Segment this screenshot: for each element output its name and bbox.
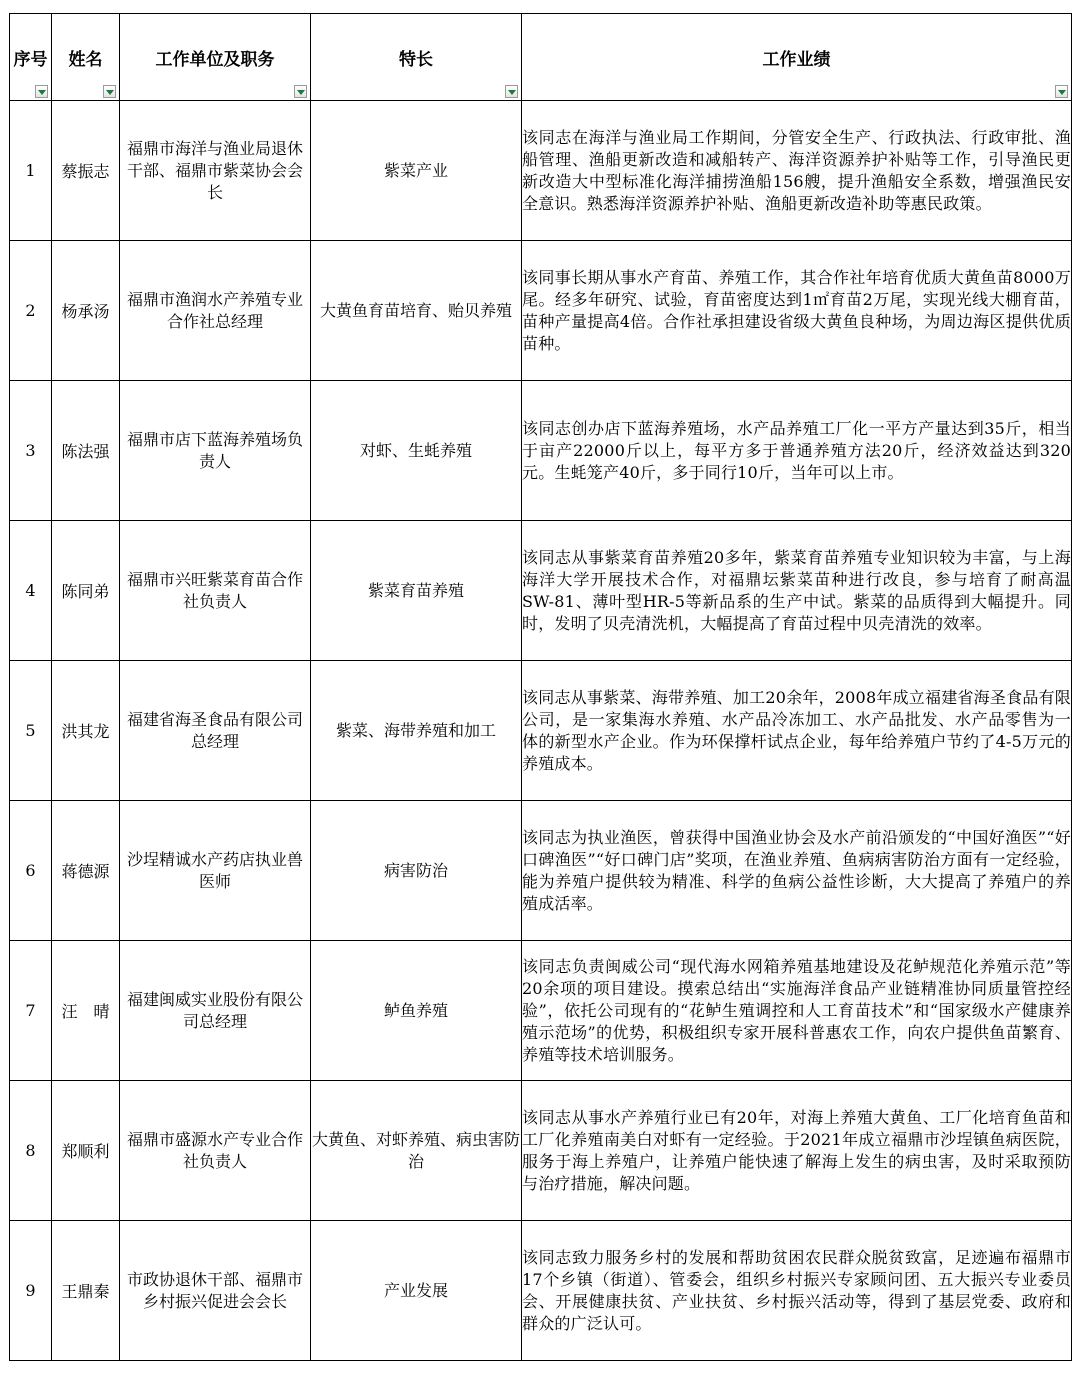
unit-cell: 市政协退休干部、福鼎市乡村振兴促进会会长	[120, 1221, 311, 1361]
name-cell: 洪其龙	[52, 661, 120, 801]
specialty-cell: 产业发展	[311, 1221, 522, 1361]
specialty-filter-dropdown-icon[interactable]	[505, 85, 518, 98]
unit-cell: 福鼎市兴旺紫菜育苗合作社负责人	[120, 521, 311, 661]
header-name	[52, 14, 120, 101]
specialty-cell: 对虾、生蚝养殖	[311, 381, 522, 521]
header-specialty	[311, 14, 522, 101]
table-row	[10, 521, 1072, 661]
unit-cell: 沙埕精诚水产药店执业兽医师	[120, 801, 311, 941]
table-row	[10, 1221, 1072, 1361]
specialty-cell: 大黄鱼、对虾养殖、病虫害防治	[311, 1081, 522, 1221]
seq-cell: 9	[10, 1221, 52, 1361]
header-specialty-label: 特长	[399, 50, 433, 70]
achievement-cell: 该同志负责闽威公司“现代海水网箱养殖基地建设及花鲈规范化养殖示范”等20余项的项目建设。摸索总结出“实施海洋食品产业链精准协同质量管控经验”，依托公司现有的“花鲈生殖调控和人工育苗技术”和“国家级水产健康养殖示范场”的优势，积极组织专家开展科普惠农工作，向农户提供鱼苗繁育、养殖等技术培训服务。	[522, 941, 1072, 1081]
seq-cell: 6	[10, 801, 52, 941]
name-cell: 陈法强	[52, 381, 120, 521]
seq-cell: 5	[10, 661, 52, 801]
name-cell: 王鼎秦	[52, 1221, 120, 1361]
specialty-cell: 鲈鱼养殖	[311, 941, 522, 1081]
specialty-cell: 大黄鱼育苗培育、贻贝养殖	[311, 241, 522, 381]
specialty-cell: 紫菜育苗养殖	[311, 521, 522, 661]
unit-cell: 福建闽威实业股份有限公司总经理	[120, 941, 311, 1081]
specialty-cell: 紫菜、海带养殖和加工	[311, 661, 522, 801]
achievement-cell: 该同志致力服务乡村的发展和帮助贫困农民群众脱贫致富，足迹遍布福鼎市17个乡镇（街道）、管委会，组织乡村振兴专家顾问团、五大振兴专业委员会、开展健康扶贫、产业扶贫、乡村振兴活动等，得到了基层党委、政府和群众的广泛认可。	[522, 1221, 1072, 1361]
table-row	[10, 241, 1072, 381]
name-filter-dropdown-icon[interactable]	[103, 85, 116, 98]
name-cell: 蒋德源	[52, 801, 120, 941]
name-cell: 汪 晴	[52, 941, 120, 1081]
table-row	[10, 801, 1072, 941]
header-seq	[10, 14, 52, 101]
achievement-cell: 该同志创办店下蓝海养殖场，水产品养殖工厂化一平方产量达到35斤，相当于亩产22000斤以上，每平方多于普通养殖方法20斤，经济效益达到320元。生蚝笼产40斤，多于同行10斤，当年可以上市。	[522, 381, 1072, 521]
seq-cell: 1	[10, 101, 52, 241]
specialty-cell: 紫菜产业	[311, 101, 522, 241]
header-achievement-label: 工作业绩	[762, 50, 831, 70]
header-name-label: 姓名	[68, 50, 103, 70]
table-row	[10, 1081, 1072, 1221]
achievement-cell: 该同志从事水产养殖行业已有20年，对海上养殖大黄鱼、工厂化培育鱼苗和工厂化养殖南美白对虾有一定经验。于2021年成立福鼎市沙埕镇鱼病医院，服务于海上养殖户，让养殖户能快速了解海上发生的病虫害，及时采取预防与治疗措施，解决问题。	[522, 1081, 1072, 1221]
name-cell: 郑顺利	[52, 1081, 120, 1221]
unit-filter-dropdown-icon[interactable]	[294, 85, 307, 98]
achievement-filter-dropdown-icon[interactable]	[1055, 85, 1068, 98]
achievement-cell: 该同志为执业渔医，曾获得中国渔业协会及水产前沿颁发的“中国好渔医”“好口碑渔医”“好口碑门店”奖项，在渔业养殖、鱼病病害防治方面有一定经验，能为养殖户提供较为精准、科学的鱼病公益性诊断，大大提高了养殖户的养殖成活率。	[522, 801, 1072, 941]
achievement-cell: 该同志从事紫菜育苗养殖20多年，紫菜育苗养殖专业知识较为丰富，与上海海洋大学开展技术合作，对福鼎坛紫菜苗种进行改良，参与培育了耐高温SW-81、薄叶型HR-5等新品系的生产中试。紫菜的品质得到大幅提升。同时，发明了贝壳清洗机，大幅提高了育苗过程中贝壳清洗的效率。	[522, 521, 1072, 661]
expert-roster-table	[9, 13, 1072, 1361]
achievement-cell: 该同事长期从事水产育苗、养殖工作，其合作社年培育优质大黄鱼苗8000万尾。经多年研究、试验，育苗密度达到1㎡育苗2万尾，实现光线大棚育苗，苗种产量提高4倍。合作社承担建设省级大黄鱼良种场，为周边海区提供优质苗种。	[522, 241, 1072, 381]
seq-cell: 2	[10, 241, 52, 381]
name-cell: 杨承汤	[52, 241, 120, 381]
name-cell: 陈同弟	[52, 521, 120, 661]
unit-cell: 福建省海圣食品有限公司总经理	[120, 661, 311, 801]
name-cell: 蔡振志	[52, 101, 120, 241]
seq-filter-dropdown-icon[interactable]	[35, 85, 48, 98]
specialty-cell: 病害防治	[311, 801, 522, 941]
unit-cell: 福鼎市店下蓝海养殖场负责人	[120, 381, 311, 521]
table-row	[10, 381, 1072, 521]
table-row	[10, 101, 1072, 241]
header-seq-label: 序号	[13, 50, 48, 70]
header-row	[10, 14, 1072, 101]
unit-cell: 福鼎市渔润水产养殖专业合作社总经理	[120, 241, 311, 381]
achievement-cell: 该同志在海洋与渔业局工作期间，分管安全生产、行政执法、行政审批、渔船管理、渔船更新改造和减船转产、海洋资源养护补贴等工作，引导渔民更新改造大中型标准化海洋捕捞渔船156艘，提升渔船安全系数，增强渔民安全意识。熟悉海洋资源养护补贴、渔船更新改造补助等惠民政策。	[522, 101, 1072, 241]
table-row	[10, 661, 1072, 801]
seq-cell: 3	[10, 381, 52, 521]
seq-cell: 4	[10, 521, 52, 661]
achievement-cell: 该同志从事紫菜、海带养殖、加工20余年，2008年成立福建省海圣食品有限公司，是一家集海水养殖、水产品冷冻加工、水产品批发、水产品零售为一体的新型水产企业。作为环保撑杆试点企业，每年给养殖户节约了4-5万元的养殖成本。	[522, 661, 1072, 801]
header-unit-label: 工作单位及职务	[155, 50, 275, 70]
seq-cell: 8	[10, 1081, 52, 1221]
unit-cell: 福鼎市海洋与渔业局退休干部、福鼎市紫菜协会会长	[120, 101, 311, 241]
header-achievement	[522, 14, 1072, 101]
table-row	[10, 941, 1072, 1081]
seq-cell: 7	[10, 941, 52, 1081]
unit-cell: 福鼎市盛源水产专业合作社负责人	[120, 1081, 311, 1221]
header-unit	[120, 14, 311, 101]
